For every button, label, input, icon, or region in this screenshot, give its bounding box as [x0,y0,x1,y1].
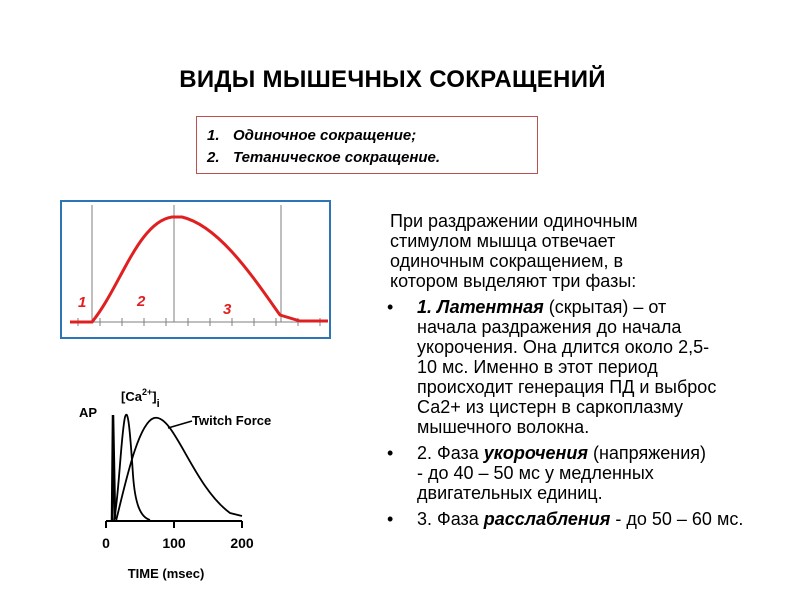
type-item-2 [207,147,537,169]
phase-text: 10 мс. Именно в этот период [417,357,658,377]
slide-title: ВИДЫ МЫШЕЧНЫХ СОКРАЩЕНИЙ [179,66,606,93]
type-number: 2. [207,149,220,166]
phase-item-relaxation [387,509,782,529]
phase-term: укорочения [483,443,588,463]
phase-text: мышечного волокна. [417,417,590,437]
twitch-force-label: Twitch Force [192,413,272,428]
ap-trace [112,415,115,521]
calcium-label: $[Ca^{2+}]_i$ [121,387,160,410]
phase-prefix: 2. Фаза [417,443,484,463]
phase-term: расслабления [483,509,611,529]
bullet-symbol: • [387,509,394,529]
phase-label-3: 3 [223,301,232,318]
ap-label: AP [79,405,98,420]
phase-item-shortening [387,443,782,503]
type-label: Тетаническое сокращение. [233,149,441,166]
intro-line: стимулом мышца отвечает [390,231,616,251]
phase-text: происходит генерация ПД и выброс [417,377,717,397]
phase-text: - до 40 – 50 мс у медленных [417,463,654,483]
twitch-force-trace [116,418,242,521]
bullet-symbol: • [387,443,394,463]
x-tick-label-200: 200 [230,535,254,551]
single-contraction-graph [60,200,336,342]
twitch-force-chart [70,375,310,590]
phase-label-1: 1 [78,294,87,311]
type-item-1 [207,125,537,147]
phase-item-latent [387,297,782,437]
phase-text: (скрытая) – от [543,297,667,317]
type-number: 1. [207,127,220,144]
phase-text: укорочения. Она длится около 2,5- [417,337,710,357]
phase-text: - до 50 – 60 мс. [610,509,744,529]
type-label: Одиночное сокращение; [233,127,417,144]
phase-prefix: 3. Фаза [417,509,484,529]
x-tick-label-0: 0 [102,535,110,551]
twitch-x-ticks [106,521,242,528]
phase-term: 1. Латентная [417,297,544,317]
description-intro [387,211,782,291]
description-block [387,211,782,535]
force-label-pointer [168,421,192,428]
phase-list [387,297,782,529]
x-tick-label-100: 100 [162,535,186,551]
intro-line: котором выделяют три фазы: [390,271,637,291]
bullet-symbol: • [387,297,394,317]
intro-line: одиночным сокращением, в [390,251,624,271]
phase-text: (напряжения) [587,443,707,463]
x-axis-label: TIME (msec) [127,566,205,581]
phase-text: двигательных единиц. [417,483,603,503]
phase-text: Са2+ из цистерн в саркоплазму [417,397,683,417]
phase-label-2: 2 [137,293,146,310]
intro-line: При раздражении одиночным [390,211,638,231]
contraction-types-box [196,116,538,174]
phase-text: начала раздражения до начала [417,317,682,337]
